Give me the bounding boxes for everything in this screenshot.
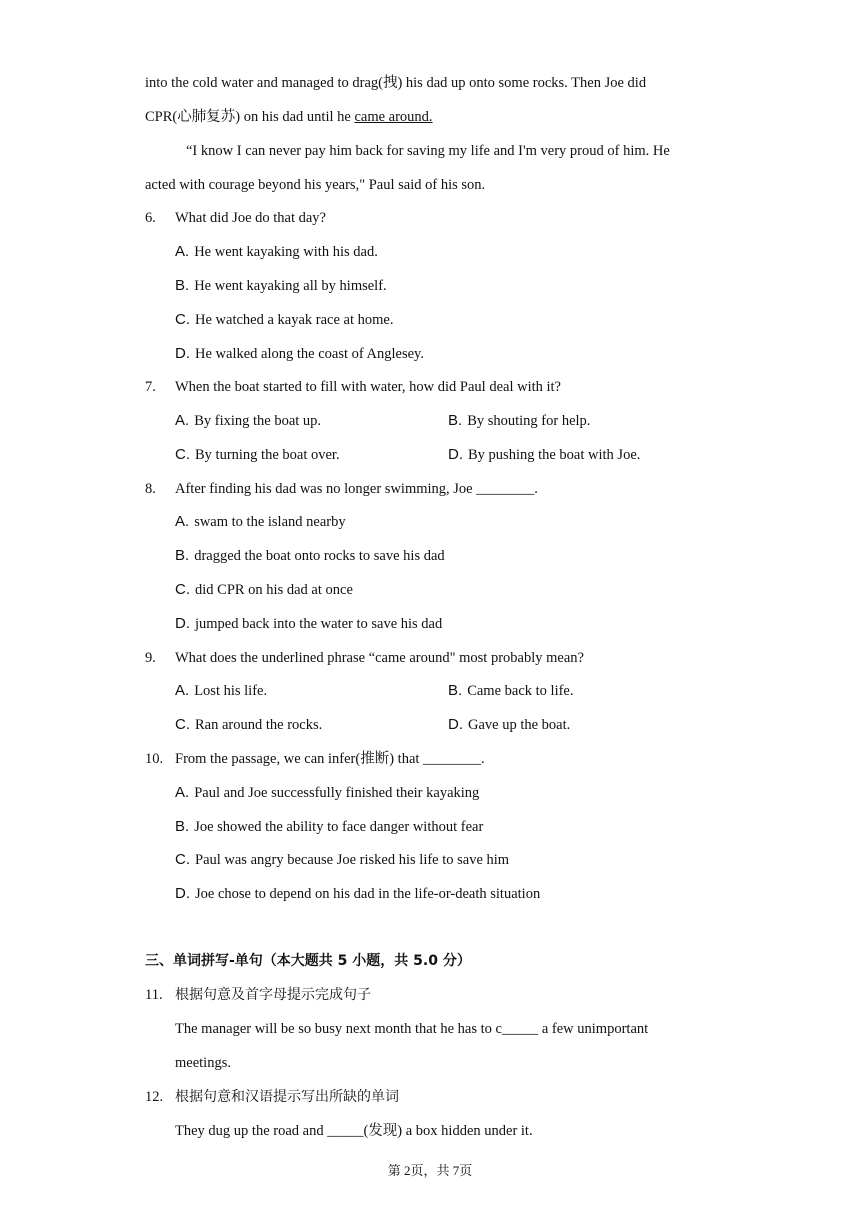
option-letter: C.: [175, 851, 190, 868]
passage-text: CPR(心肺复苏) on his dad until he: [145, 109, 355, 125]
option-letter: C.: [175, 446, 190, 463]
option-text: Paul was angry because Joe risked his life to save him: [195, 852, 510, 868]
option-c[interactable]: [175, 580, 353, 600]
question-sentence: They dug up the road and _____(发现) a box hidden under it.: [175, 1123, 533, 1139]
option-b[interactable]: [175, 276, 387, 296]
option-letter: D.: [175, 885, 190, 902]
option-a[interactable]: [175, 681, 267, 701]
question-number: 10.: [145, 751, 164, 767]
option-letter: B.: [175, 818, 190, 835]
option-letter: D.: [448, 446, 463, 463]
option-letter: B.: [448, 682, 463, 699]
passage-line: acted with courage beyond his years," Paul said of his son.: [145, 177, 486, 193]
option-text: jumped back into the water to save his dad: [195, 616, 443, 632]
page-footer: 第 2页，共 7页: [387, 1163, 473, 1178]
option-a[interactable]: [175, 242, 378, 262]
option-c[interactable]: [175, 445, 340, 465]
option-c[interactable]: [175, 850, 509, 870]
question-text: When the boat started to fill with water, how did Paul deal with it?: [175, 379, 561, 395]
question-number: 9.: [145, 650, 156, 666]
option-letter: A.: [175, 243, 190, 260]
question-text: What did Joe do that day?: [175, 210, 326, 226]
question-text: What does the underlined phrase “came around" most probably mean?: [175, 650, 584, 666]
option-c[interactable]: [175, 715, 322, 735]
option-text: He went kayaking all by himself.: [194, 278, 387, 294]
option-a[interactable]: [175, 783, 479, 803]
option-text: By turning the boat over.: [195, 447, 340, 463]
option-text: dragged the boat onto rocks to save his dad: [194, 548, 445, 564]
option-text: Joe showed the ability to face danger without fear: [194, 819, 484, 835]
option-text: Ran around the rocks.: [195, 717, 323, 733]
option-text: Lost his life.: [194, 683, 268, 699]
option-letter: A.: [175, 513, 190, 530]
option-letter: A.: [175, 682, 190, 699]
option-letter: A.: [175, 784, 190, 801]
question-sentence: The manager will be so busy next month that he has to c_____ a few unimportant: [175, 1021, 649, 1037]
option-text: Came back to life.: [467, 683, 574, 699]
passage-line: [145, 107, 433, 127]
question-number: 6.: [145, 210, 156, 226]
option-text: He went kayaking with his dad.: [194, 244, 378, 260]
question-number: 12.: [145, 1089, 164, 1105]
option-a[interactable]: [175, 512, 346, 532]
question-number: 11.: [145, 987, 163, 1003]
option-letter: D.: [175, 615, 190, 632]
option-d[interactable]: [175, 344, 424, 364]
option-letter: C.: [175, 716, 190, 733]
option-letter: C.: [175, 311, 190, 328]
option-a[interactable]: [175, 411, 321, 431]
option-text: Paul and Joe successfully finished their kayaking: [194, 785, 480, 801]
question-number: 8.: [145, 481, 156, 497]
question-instruction: 根据句意及首字母提示完成句子: [175, 987, 371, 1003]
option-letter: D.: [175, 345, 190, 362]
option-letter: D.: [448, 716, 463, 733]
question-sentence: meetings.: [175, 1055, 231, 1071]
option-letter: B.: [175, 277, 190, 294]
section-heading: 三、单词拼写-单句（本大题共 5 小题，共 5.0 分）: [145, 953, 471, 969]
option-letter: B.: [175, 547, 190, 564]
question-instruction: 根据句意和汉语提示写出所缺的单词: [175, 1089, 399, 1105]
underlined-phrase: came around.: [354, 109, 433, 125]
option-text: By shouting for help.: [467, 413, 591, 429]
option-b[interactable]: [448, 681, 573, 701]
option-b[interactable]: [175, 817, 483, 837]
option-text: Gave up the boat.: [468, 717, 571, 733]
option-letter: C.: [175, 581, 190, 598]
option-text: Joe chose to depend on his dad in the life-or-death situation: [195, 886, 541, 902]
option-d[interactable]: [175, 884, 540, 904]
option-text: swam to the island nearby: [194, 514, 346, 530]
question-number: 7.: [145, 379, 156, 395]
option-c[interactable]: [175, 310, 393, 330]
option-text: By pushing the boat with Joe.: [468, 447, 641, 463]
option-text: By fixing the boat up.: [194, 413, 322, 429]
option-d[interactable]: [448, 445, 640, 465]
question-text: From the passage, we can infer(推断) that ________.: [175, 751, 485, 767]
option-text: He watched a kayak race at home.: [195, 312, 394, 328]
option-d[interactable]: [448, 715, 570, 735]
option-b[interactable]: [448, 411, 590, 431]
passage-line: into the cold water and managed to drag(拽) his dad up onto some rocks. Then Joe did: [145, 75, 647, 91]
option-text: He walked along the coast of Anglesey.: [195, 346, 424, 362]
option-letter: A.: [175, 412, 190, 429]
option-b[interactable]: [175, 546, 445, 566]
option-d[interactable]: [175, 614, 442, 634]
question-text: After finding his dad was no longer swimming, Joe ________.: [175, 481, 538, 497]
option-letter: B.: [448, 412, 463, 429]
option-text: did CPR on his dad at once: [195, 582, 353, 598]
passage-line: “I know I can never pay him back for saving my life and I'm very proud of him. He: [186, 143, 670, 159]
